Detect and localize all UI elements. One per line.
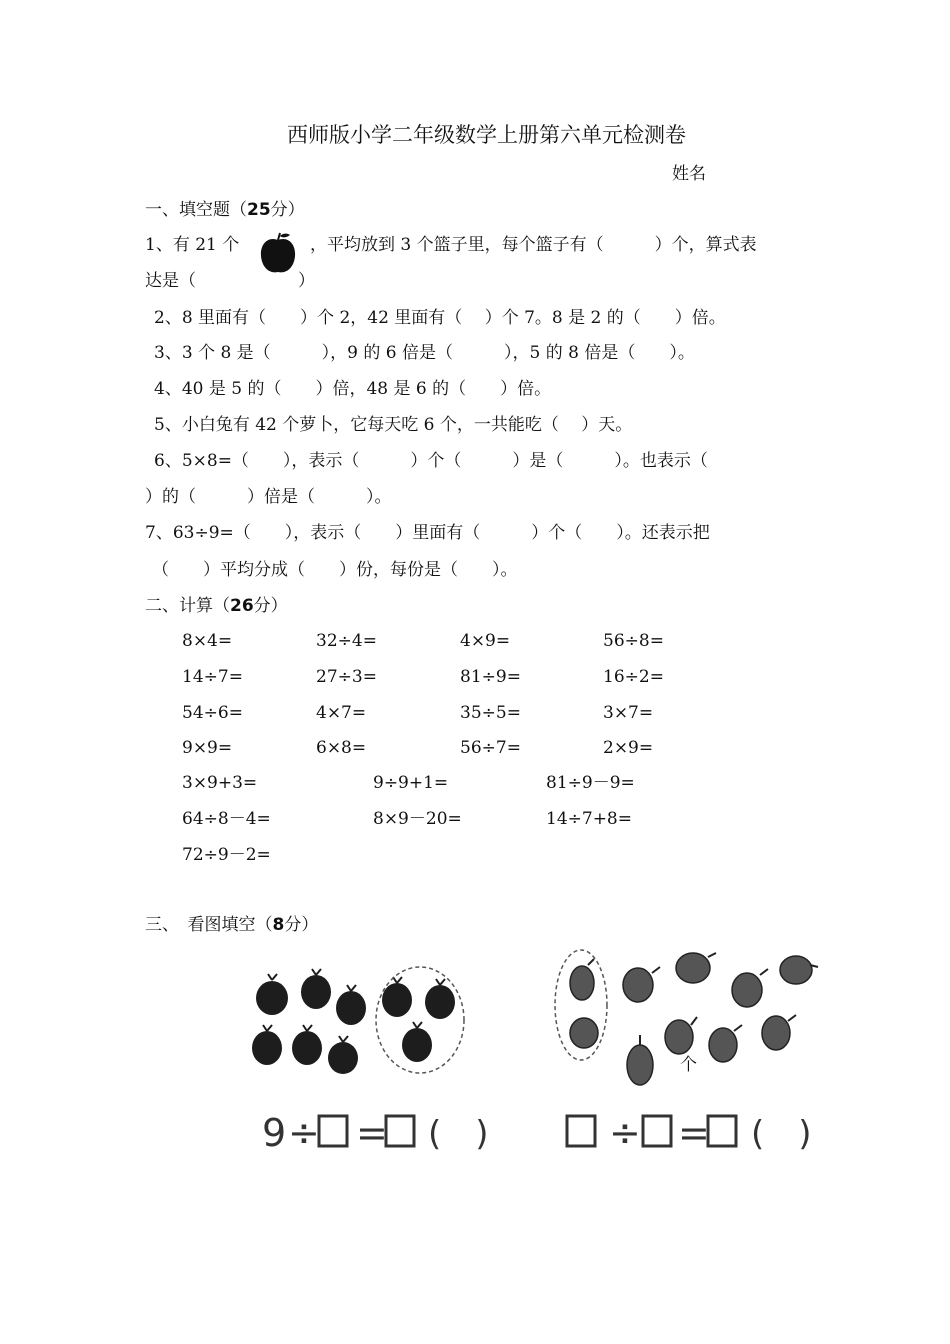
pepper-icon — [570, 966, 594, 1000]
calc-item: 6×8= — [316, 738, 367, 758]
eq2-unit-paren: ( ) — [751, 1114, 812, 1154]
question-1-line2: 达是（ ） — [145, 271, 315, 291]
calc-item: 3×9+3= — [182, 773, 258, 793]
pepper-icon — [665, 1020, 693, 1054]
apple-icon — [258, 232, 298, 276]
eq1-dividend: 9 — [262, 1111, 287, 1155]
stray-character: 个 — [680, 1055, 697, 1075]
question-4: 4、40 是 5 的（ ）倍，48 是 6 的（ ）倍。 — [154, 379, 552, 399]
tomato-icon — [382, 983, 412, 1017]
eq2-equals-sign: = — [678, 1111, 710, 1155]
calc-item: 72÷9－2= — [182, 845, 271, 865]
tomato-icon — [336, 991, 366, 1025]
calc-item: 4×7= — [316, 703, 367, 723]
page-title: 西师版小学二年级数学上册第六单元检测卷 — [287, 123, 686, 147]
answer-box[interactable] — [319, 1116, 347, 1146]
calc-item: 9×9= — [182, 738, 233, 758]
pepper-icon — [780, 956, 812, 984]
tomato-icon — [292, 1031, 322, 1065]
calc-item: 8×9－20= — [373, 809, 462, 829]
question-5: 5、小白兔有 42 个萝卜，它每天吃 6 个，一共能吃（ ）天。 — [154, 415, 633, 435]
pepper-icon — [762, 1016, 790, 1050]
calc-item: 81÷9= — [460, 667, 521, 687]
calc-item: 56÷7= — [460, 738, 521, 758]
equation-1 — [262, 1108, 502, 1158]
section1-heading: 一、填空题（25分） — [145, 200, 305, 220]
question-3: 3、3 个 8 是（ ），9 的 6 倍是（ ），5 的 8 倍是（ ）。 — [154, 343, 695, 363]
section3-heading: 三、 看图填空（8分） — [145, 915, 319, 935]
answer-box[interactable] — [567, 1116, 595, 1146]
pepper-icon — [676, 953, 710, 983]
equation-2 — [565, 1108, 815, 1158]
tomato-icon — [328, 1042, 358, 1074]
eq1-unit-paren: ( ) — [428, 1114, 489, 1154]
calc-item: 9÷9+1= — [373, 773, 449, 793]
calc-item: 35÷5= — [460, 703, 521, 723]
calc-item: 14÷7= — [182, 667, 243, 687]
question-7-line2: （ ）平均分成（ ）份，每份是（ ）。 — [152, 560, 518, 580]
calc-item: 14÷7+8= — [546, 809, 632, 829]
name-label: 姓名 — [672, 164, 706, 184]
eq1-divide-sign: ÷ — [288, 1111, 320, 1155]
calc-item: 4×9= — [460, 631, 511, 651]
calc-item: 2×9= — [603, 738, 654, 758]
answer-box[interactable] — [708, 1116, 736, 1146]
calc-item: 16÷2= — [603, 667, 664, 687]
calc-item: 56÷8= — [603, 631, 664, 651]
tomatoes-picture — [245, 960, 475, 1075]
answer-box[interactable] — [643, 1116, 671, 1146]
question-7-line1: 7、63÷9=（ ），表示（ ）里面有（ ）个（ ）。还表示把 — [145, 523, 710, 543]
calc-item: 32÷4= — [316, 631, 377, 651]
pepper-icon — [709, 1028, 737, 1062]
calc-item: 81÷9－9= — [546, 773, 635, 793]
question-2: 2、8 里面有（ ）个 2，42 里面有（ ）个 7。8 是 2 的（ ）倍。 — [154, 308, 726, 328]
tomato-icon — [402, 1028, 432, 1062]
tomato-icon — [301, 975, 331, 1009]
tomato-icon — [425, 985, 455, 1019]
calc-item: 8×4= — [182, 631, 233, 651]
tomato-icon — [256, 981, 288, 1015]
pepper-icon — [623, 968, 653, 1002]
pepper-icon — [732, 973, 762, 1007]
question-6-line2: ）的（ ）倍是（ ）。 — [145, 487, 392, 507]
eq2-divide-sign: ÷ — [609, 1111, 641, 1155]
calc-item: 3×7= — [603, 703, 654, 723]
calc-item: 27÷3= — [316, 667, 377, 687]
question-1-part2: ，平均放到 3 个篮子里，每个篮子有（ ）个，算式表 — [310, 235, 757, 255]
section2-heading: 二、计算（26分） — [145, 596, 288, 616]
pepper-icon — [570, 1018, 598, 1048]
tomato-icon — [252, 1031, 282, 1065]
question-6-line1: 6、5×8=（ ），表示（ ）个（ ）是（ ）。也表示（ — [154, 451, 708, 471]
eq1-equals-sign: = — [356, 1111, 388, 1155]
answer-box[interactable] — [386, 1116, 414, 1146]
question-1-part1: 1、有 21 个 — [145, 235, 240, 255]
pepper-icon — [627, 1045, 653, 1085]
calc-item: 64÷8－4= — [182, 809, 271, 829]
calc-item: 54÷6= — [182, 703, 243, 723]
